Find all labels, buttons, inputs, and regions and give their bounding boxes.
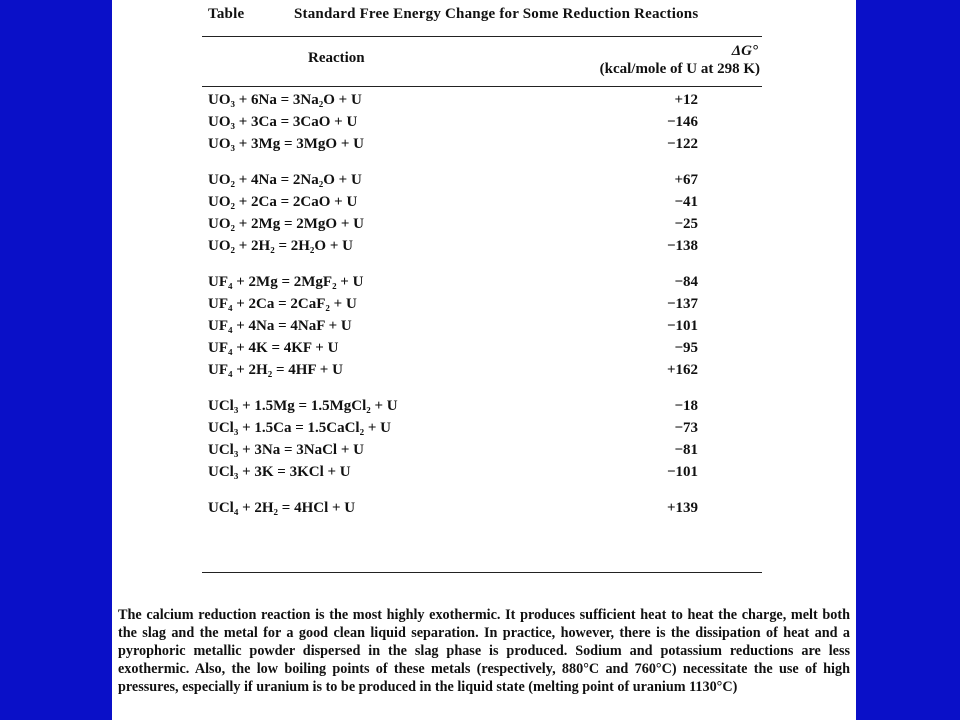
reaction-cell: UCl₃ + 1.5Mg = 1.5MgCl₂ + U — [208, 398, 398, 414]
table-row — [208, 194, 768, 216]
reaction-cell: UF₄ + 4Na = 4NaF + U — [208, 318, 352, 334]
table-row — [208, 216, 768, 238]
delta-g-cell: −101 — [666, 318, 698, 334]
column-header-reaction: Reaction — [308, 50, 365, 66]
reaction-cell: UF₄ + 2H₂ = 4HF + U — [208, 362, 343, 378]
delta-g-cell: −146 — [666, 114, 698, 130]
table-row — [208, 92, 768, 114]
delta-g-cell: −95 — [674, 340, 698, 356]
delta-g-cell: −101 — [666, 464, 698, 480]
delta-g-cell: +67 — [674, 172, 698, 188]
reaction-cell: UCl₃ + 3Na = 3NaCl + U — [208, 442, 364, 458]
table-row — [208, 398, 768, 420]
delta-g-cell: −81 — [674, 442, 698, 458]
table-row — [208, 318, 768, 340]
reaction-cell: UCl₄ + 2H₂ = 4HCl + U — [208, 500, 356, 516]
column-header-delta-g — [538, 42, 760, 78]
table-row — [208, 114, 768, 136]
table-row — [208, 238, 768, 260]
delta-g-units: (kcal/mole of U at 298 K) — [599, 61, 760, 77]
table-row — [208, 362, 768, 384]
delta-g-cell: −84 — [674, 274, 698, 290]
delta-g-cell: −137 — [666, 296, 698, 312]
reaction-cell: UO₃ + 3Mg = 3MgO + U — [208, 136, 364, 152]
table-row — [208, 172, 768, 194]
table-bottom-rule — [202, 572, 762, 573]
table-title — [208, 6, 768, 23]
reaction-cell: UO₂ + 2Ca = 2CaO + U — [208, 194, 358, 210]
table-label: Table — [208, 6, 245, 22]
header-rule — [202, 86, 762, 87]
reaction-cell: UO₂ + 4Na = 2Na₂O + U — [208, 172, 362, 188]
delta-g-cell: +139 — [666, 500, 698, 516]
reaction-cell: UF₄ + 2Ca = 2CaF₂ + U — [208, 296, 357, 312]
reaction-cell: UO₃ + 3Ca = 3CaO + U — [208, 114, 358, 130]
table-row — [208, 274, 768, 296]
table-body — [208, 92, 768, 522]
delta-g-cell: −25 — [674, 216, 698, 232]
delta-g-symbol: ΔG° — [731, 43, 758, 59]
delta-g-cell: +12 — [674, 92, 698, 108]
reaction-cell: UF₄ + 4K = 4KF + U — [208, 340, 339, 356]
delta-g-cell: +162 — [666, 362, 698, 378]
table-caption: Standard Free Energy Change for Some Reduction Reactions — [294, 6, 699, 22]
table-row — [208, 442, 768, 464]
document-page — [112, 0, 856, 720]
table-row — [208, 500, 768, 522]
reaction-cell: UCl₃ + 1.5Ca = 1.5CaCl₂ + U — [208, 420, 391, 436]
reaction-cell: UO₂ + 2Mg = 2MgO + U — [208, 216, 364, 232]
table-row — [208, 296, 768, 318]
table-row — [208, 136, 768, 158]
delta-g-cell: −73 — [674, 420, 698, 436]
reaction-cell: UO₂ + 2H₂ = 2H₂O + U — [208, 238, 353, 254]
delta-g-cell: −41 — [674, 194, 698, 210]
table-row — [208, 420, 768, 442]
table-row — [208, 464, 768, 486]
delta-g-cell: −18 — [674, 398, 698, 414]
delta-g-cell: −138 — [666, 238, 698, 254]
reaction-cell: UO₃ + 6Na = 3Na₂O + U — [208, 92, 362, 108]
reaction-cell: UF₄ + 2Mg = 2MgF₂ + U — [208, 274, 364, 290]
delta-g-cell: −122 — [666, 136, 698, 152]
reaction-cell: UCl₃ + 3K = 3KCl + U — [208, 464, 351, 480]
body-paragraph: The calcium reduction reaction is the most highly exothermic. It produces sufficient heat to heat the charge, melt both the slag and the metal for a good clean liquid separation. In practice, however, there is the dissipation of heat and a pyrophoric metallic powder dispersed in the slag phase is produced. Sodium and potassium reductions are less exothermic. Also, the low boiling points of these metals (respectively, 880°C and 760°C) necessitate the use of high pressures, especially if uranium is to be produced in the liquid state (melting point of uranium 1130°C) — [118, 607, 850, 695]
table-row — [208, 340, 768, 362]
table-top-rule — [202, 36, 762, 37]
